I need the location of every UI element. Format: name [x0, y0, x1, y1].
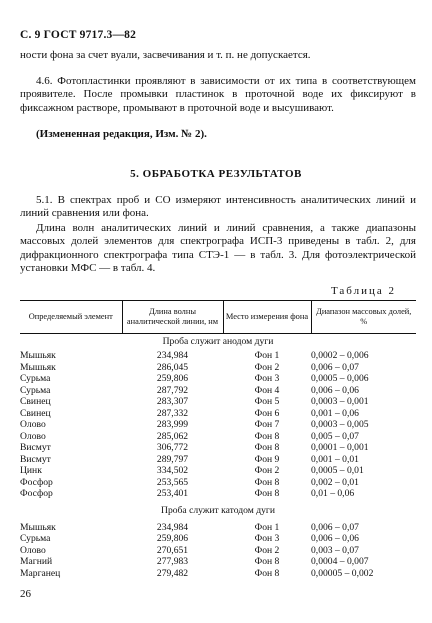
table-row: [20, 568, 416, 580]
cell-background: Фон 8: [254, 556, 280, 567]
table-header-row: [20, 301, 416, 334]
section-title: 5. ОБРАБОТКА РЕЗУЛЬТАТОВ: [130, 168, 302, 180]
cell-background: Фон 5: [254, 396, 280, 407]
table-row: [20, 477, 416, 489]
cell-element: Сурьма: [20, 533, 51, 544]
cell-range: 0,0004 – 0,007: [311, 556, 369, 567]
table-row: [20, 373, 416, 385]
cell-range: 0,006 – 0,06: [311, 533, 359, 544]
cell-wavelength: 279,482: [156, 567, 189, 579]
cell-range: 0,00005 – 0,002: [311, 567, 374, 579]
header-background: Место измерения фона: [223, 301, 311, 334]
table-row: [20, 454, 416, 466]
cell-range: 0,001 – 0,01: [311, 453, 359, 465]
cell-range: 0,006 – 0,07: [311, 521, 359, 533]
header-wavelength: Длина волны аналитической линии, нм: [122, 301, 223, 334]
cell-element: Фосфор: [20, 488, 53, 499]
cell-element: Мышьяк: [20, 521, 56, 533]
cell-element: Марганец: [20, 567, 61, 579]
cell-range: 0,0003 – 0,005: [311, 419, 369, 430]
cell-element: Свинец: [20, 407, 51, 419]
cell-background: Фон 2: [254, 544, 280, 556]
cell-background: Фон 1: [254, 521, 280, 533]
cell-wavelength: 253,401: [156, 488, 189, 499]
cell-background: Фон 2: [254, 465, 280, 476]
table-row: [20, 385, 416, 397]
cell-element: Магний: [20, 556, 53, 567]
cell-background: Фон 8: [254, 476, 280, 488]
cell-background: Фон 8: [254, 442, 280, 453]
cell-element: Сурьма: [20, 373, 51, 384]
cell-element: Фосфор: [20, 476, 53, 488]
data-table: [20, 300, 416, 579]
cell-element: Висмут: [20, 453, 51, 465]
cell-wavelength: 234,984: [156, 350, 189, 361]
cell-wavelength: 277,983: [156, 556, 189, 567]
cell-wavelength: 287,332: [156, 407, 189, 419]
cell-background: Фон 8: [254, 567, 280, 579]
cell-element: Висмут: [20, 442, 51, 453]
cell-range: 0,002 – 0,01: [311, 476, 359, 488]
table-row: [20, 545, 416, 557]
cell-wavelength: 259,806: [156, 533, 189, 544]
table-body: [20, 334, 416, 580]
cell-background: Фон 8: [254, 488, 280, 499]
paragraph-5-1: 5.1. В спектрах проб и СО измеряют интенсивность аналитических линий и линий сравнения или фона.: [20, 194, 416, 220]
cell-range: 0,0003 – 0,001: [311, 396, 369, 407]
page-header: С. 9 ГОСТ 9717.3—82: [20, 29, 137, 41]
section-row-anode: [20, 334, 416, 351]
cell-range: 0,006 – 0,06: [311, 384, 359, 396]
section-row-cathode: [20, 500, 416, 522]
section-label: Проба служит катодом дуги: [161, 504, 275, 516]
cell-background: Фон 3: [254, 373, 280, 384]
header-element: Определяемый элемент: [20, 301, 122, 334]
cell-wavelength: 234,984: [156, 521, 189, 533]
table-row: [20, 522, 416, 534]
cell-element: Свинец: [20, 396, 51, 407]
table-row: [20, 431, 416, 443]
page-number: 26: [20, 588, 31, 600]
cell-background: Фон 7: [254, 419, 280, 430]
cell-wavelength: 286,045: [156, 361, 189, 373]
cell-range: 0,001 – 0,06: [311, 407, 359, 419]
cell-background: Фон 4: [254, 384, 280, 396]
cell-range: 0,01 – 0,06: [311, 488, 355, 499]
cell-range: 0,0001 – 0,001: [311, 442, 369, 453]
table-row: [20, 419, 416, 431]
cell-element: Олово: [20, 419, 46, 430]
cell-wavelength: 270,651: [156, 544, 189, 556]
paragraph-wavelengths: Длина волн аналитических линий и линий сравнения, а также диапазоны массовых долей элементов для спектрографа ИСП-3 приведены в табл. 2, для дифракционного спектрографа типа СТЭ-1 — в табл. 3. Для фотоэлектрической установки МФС — в табл. 4.: [20, 222, 416, 275]
cell-background: Фон 9: [254, 453, 280, 465]
table-row: [20, 396, 416, 408]
table-row: [20, 442, 416, 454]
header-range: Диапазон массовых долей, %: [311, 301, 416, 334]
table-row: [20, 350, 416, 362]
cell-range: 0,005 – 0,07: [311, 430, 359, 442]
cell-wavelength: 287,792: [156, 384, 189, 396]
table-row: [20, 408, 416, 420]
table-row: [20, 533, 416, 545]
table-row: [20, 362, 416, 374]
cell-wavelength: 289,797: [156, 453, 189, 465]
table-row: [20, 465, 416, 477]
cell-wavelength: 285,062: [156, 430, 189, 442]
cell-range: 0,003 – 0,07: [311, 544, 359, 556]
cell-range: 0,0005 – 0,006: [311, 373, 369, 384]
cell-element: Цинк: [20, 465, 42, 476]
cell-wavelength: 334,502: [156, 465, 189, 476]
cell-element: Олово: [20, 544, 46, 556]
paragraph-continuation: ности фона за счет вуали, засвечивания и т. п. не допускается.: [20, 49, 311, 61]
cell-range: 0,0005 – 0,01: [311, 465, 364, 476]
cell-wavelength: 259,806: [156, 373, 189, 384]
cell-background: Фон 8: [254, 430, 280, 442]
cell-range: 0,006 – 0,07: [311, 361, 359, 373]
cell-element: Мышьяк: [20, 350, 56, 361]
cell-wavelength: 306,772: [156, 442, 189, 453]
cell-element: Сурьма: [20, 384, 51, 396]
section-label: Проба служит анодом дуги: [162, 336, 274, 347]
cell-background: Фон 1: [254, 350, 280, 361]
cell-element: Олово: [20, 430, 46, 442]
cell-wavelength: 253,565: [156, 476, 189, 488]
cell-background: Фон 6: [254, 407, 280, 419]
cell-background: Фон 3: [254, 533, 280, 544]
amendment-note: (Измененная редакция, Изм. № 2).: [36, 128, 207, 140]
cell-element: Мышьяк: [20, 361, 56, 373]
cell-wavelength: 283,307: [156, 396, 189, 407]
table-title: Таблица 2: [330, 285, 396, 297]
table-row: [20, 556, 416, 568]
cell-background: Фон 2: [254, 361, 280, 373]
paragraph-4-6: 4.6. Фотопластинки проявляют в зависимости от их типа в соответствующем проявителе. После промывки пластинок в проточной воде их фиксируют в фиксажном растворе, промывают в проточной воде и высушивают.: [20, 75, 416, 114]
table-row: [20, 488, 416, 500]
cell-wavelength: 283,999: [156, 419, 189, 430]
cell-range: 0,0002 – 0,006: [311, 350, 369, 361]
